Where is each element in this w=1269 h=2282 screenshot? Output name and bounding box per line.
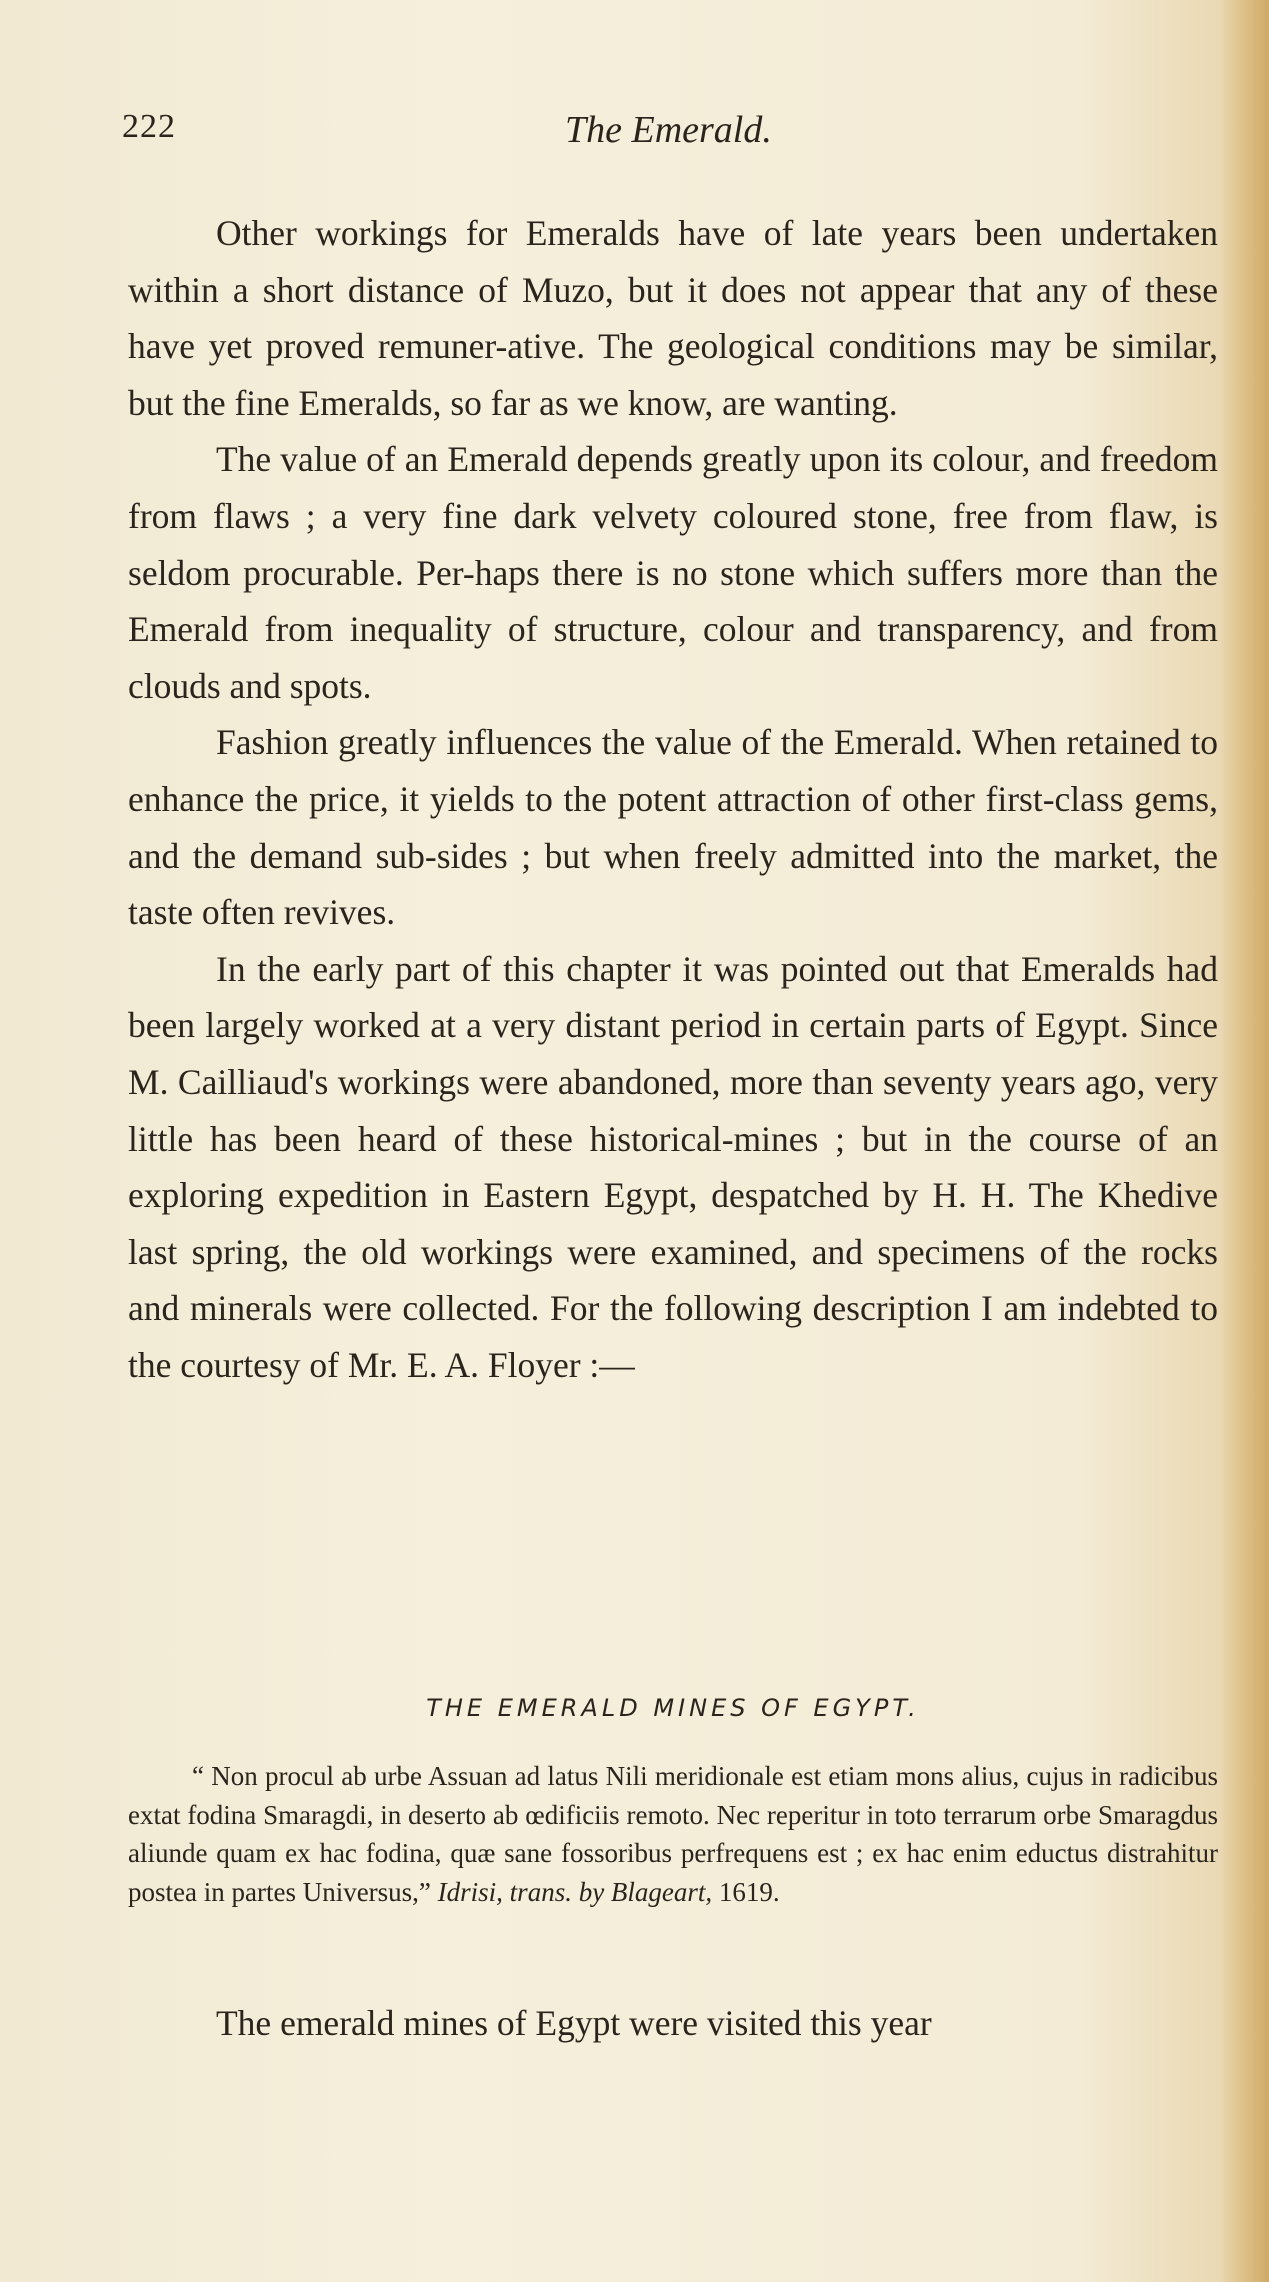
- paragraph: Other workings for Emeralds have of late years been undertaken within a short distance of Muzo, but it does not appear that any of these have yet proved remuner-ative. The geological conditions may be similar, but the fine Emeralds, so far as we know, are wanting.: [128, 213, 1218, 423]
- page-edge-stain: [1221, 0, 1269, 2282]
- continuing-text: [128, 1995, 1218, 2052]
- quote-citation: Idrisi, trans. by Blageart,: [437, 1876, 713, 1907]
- quote-year: 1619.: [718, 1876, 780, 1907]
- paragraph: The value of an Emerald depends greatly upon its colour, and freedom from flaws ; a very fine dark velvety coloured stone, free from flaw, is seldom procurable. Per-haps there is no stone which suffers more than the Emerald from inequality of structure, colour and transparency, and from clouds and spots.: [128, 439, 1218, 706]
- running-title: The Emerald.: [565, 109, 772, 151]
- latin-quote: [128, 1757, 1218, 1911]
- page-header: [122, 108, 1212, 158]
- quote-text: “ Non procul ab urbe Assuan ad latus Nili meridionale est etiam mons alius, cujus in radicibus extat fodina Smaragdi, in deserto ab œdificiis remoto. Nec reperitur in toto terrarum orbe Smaragdus aliunde quam ex hac fodina, quæ sane fossoribus perfrequens est ; ex hac enim eductus distrahitur postea in partes Universus,”: [128, 1761, 1218, 1907]
- page-number: 222: [122, 108, 176, 145]
- section-heading: THE EMERALD MINES OF EGYPT.: [426, 1694, 920, 1722]
- paragraph: Fashion greatly influences the value of the Emerald. When retained to enhance the price, it yields to the potent attraction of other first-class gems, and the demand sub-sides ; but when freely admitted into the market, the taste often revives.: [128, 722, 1218, 933]
- paragraph: In the early part of this chapter it was pointed out that Emeralds had been largely worked at a very distant period in certain parts of Egypt. Since M. Cailliaud's workings were abandoned, more than seventy years ago, very little has been heard of these historical-mines ; but in the course of an exploring expedition in Eastern Egypt, despatched by H. H. The Khedive last spring, the old workings were examined, and specimens of the rocks and minerals were collected. For the following description I am indebted to the courtesy of Mr. E. A. Floyer :—: [128, 948, 1218, 1385]
- body-text: [128, 205, 1218, 1393]
- paragraph: The emerald mines of Egypt were visited this year: [216, 2003, 932, 2043]
- quote-paragraph: [128, 1757, 1218, 1911]
